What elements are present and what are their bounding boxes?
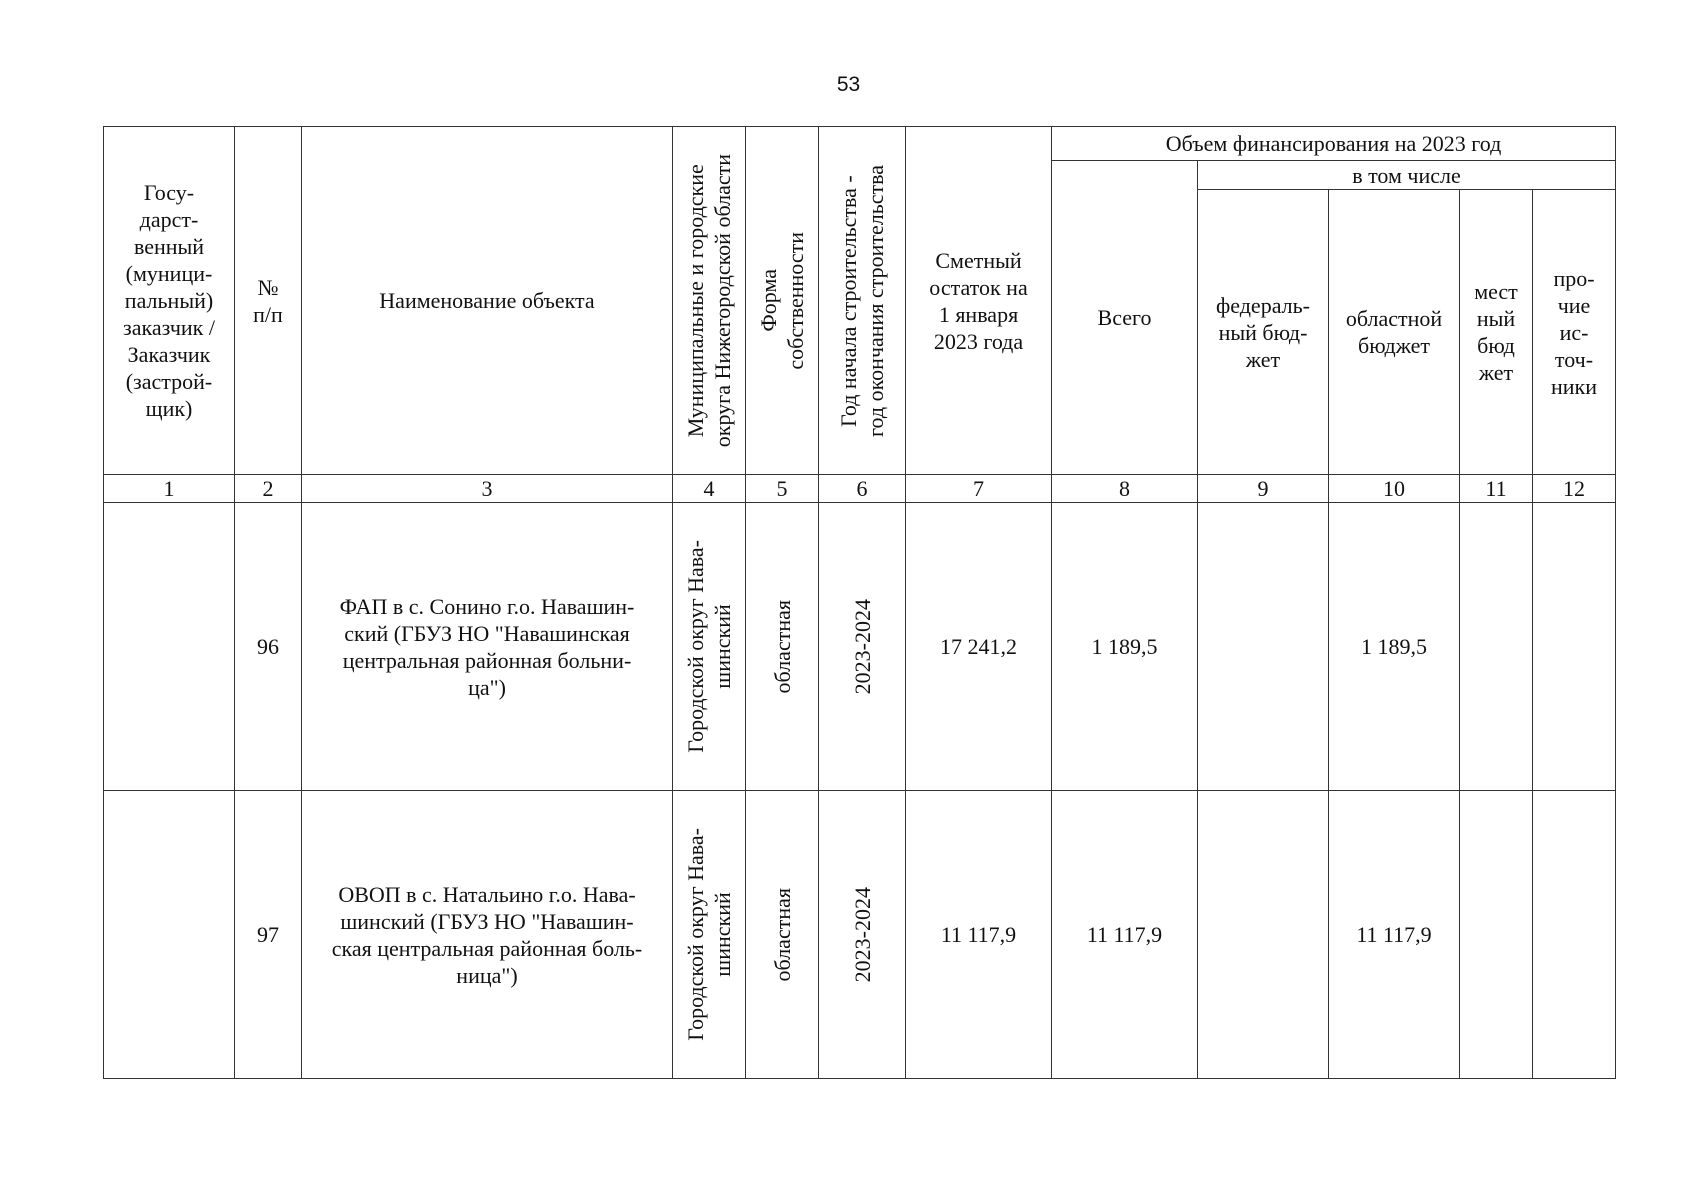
column-number: 5 xyxy=(746,475,819,503)
cell-district: Городской округ Нава- шинский xyxy=(673,791,746,1079)
cell-object-name: ОВОП в с. Натальино г.о. Нава- шинский (ГБУЗ НО "Навашин- ская центральная районная боль- ница") xyxy=(302,791,673,1079)
column-number: 2 xyxy=(235,475,302,503)
header-local: мест ный бюд жет xyxy=(1460,190,1533,475)
cell-total: 1 189,5 xyxy=(1052,503,1198,791)
header-district: Муниципальные и городские округа Нижегородской области xyxy=(673,127,746,475)
cell-ownership: областная xyxy=(746,503,819,791)
header-number: № п/п xyxy=(235,127,302,475)
cell-federal xyxy=(1198,503,1329,791)
page-number: 53 xyxy=(836,73,861,96)
cell-years: 2023-2024 xyxy=(819,503,906,791)
column-number: 6 xyxy=(819,475,906,503)
cell-local xyxy=(1460,791,1533,1079)
column-number: 11 xyxy=(1460,475,1533,503)
column-number: 1 xyxy=(104,475,235,503)
financing-table xyxy=(103,126,1616,1079)
cell-number: 96 xyxy=(235,503,302,791)
cell-other xyxy=(1533,503,1616,791)
column-number: 4 xyxy=(673,475,746,503)
cell-other xyxy=(1533,791,1616,1079)
header-years: Год начала строительства - год окончания строительства xyxy=(819,127,906,475)
column-number: 3 xyxy=(302,475,673,503)
table-row xyxy=(104,503,1616,791)
header-customer: Госу- дарст- венный (муници- пальный) заказчик / Заказчик (застрой- щик) xyxy=(104,127,235,475)
cell-federal xyxy=(1198,791,1329,1079)
table-row xyxy=(104,791,1616,1079)
cell-ownership: областная xyxy=(746,791,819,1079)
header-total: Всего xyxy=(1052,161,1198,475)
header-including-group: в том числе xyxy=(1198,161,1616,190)
cell-estimate-balance: 11 117,9 xyxy=(906,791,1052,1079)
column-number: 9 xyxy=(1198,475,1329,503)
cell-customer xyxy=(104,791,235,1079)
column-number: 8 xyxy=(1052,475,1198,503)
column-number: 7 xyxy=(906,475,1052,503)
header-federal: федераль- ный бюд- жет xyxy=(1198,190,1329,475)
cell-years: 2023-2024 xyxy=(819,791,906,1079)
header-financing-group: Объем финансирования на 2023 год xyxy=(1052,127,1616,161)
header-row-1 xyxy=(104,127,1616,161)
header-object-name: Наименование объекта xyxy=(302,127,673,475)
cell-estimate-balance: 17 241,2 xyxy=(906,503,1052,791)
cell-regional: 1 189,5 xyxy=(1329,503,1460,791)
cell-regional: 11 117,9 xyxy=(1329,791,1460,1079)
column-number-row xyxy=(104,475,1616,503)
header-other: про- чие ис- точ- ники xyxy=(1533,190,1616,475)
column-number: 10 xyxy=(1329,475,1460,503)
header-regional: областной бюджет xyxy=(1329,190,1460,475)
header-estimate-balance: Сметный остаток на 1 января 2023 года xyxy=(906,127,1052,475)
column-number: 12 xyxy=(1533,475,1616,503)
cell-district: Городской округ Нава- шинский xyxy=(673,503,746,791)
header-ownership: Форма собственности xyxy=(746,127,819,475)
cell-total: 11 117,9 xyxy=(1052,791,1198,1079)
cell-object-name: ФАП в с. Сонино г.о. Навашин- ский (ГБУЗ НО "Навашинская центральная районная больни- ца") xyxy=(302,503,673,791)
cell-customer xyxy=(104,503,235,791)
cell-number: 97 xyxy=(235,791,302,1079)
cell-local xyxy=(1460,503,1533,791)
